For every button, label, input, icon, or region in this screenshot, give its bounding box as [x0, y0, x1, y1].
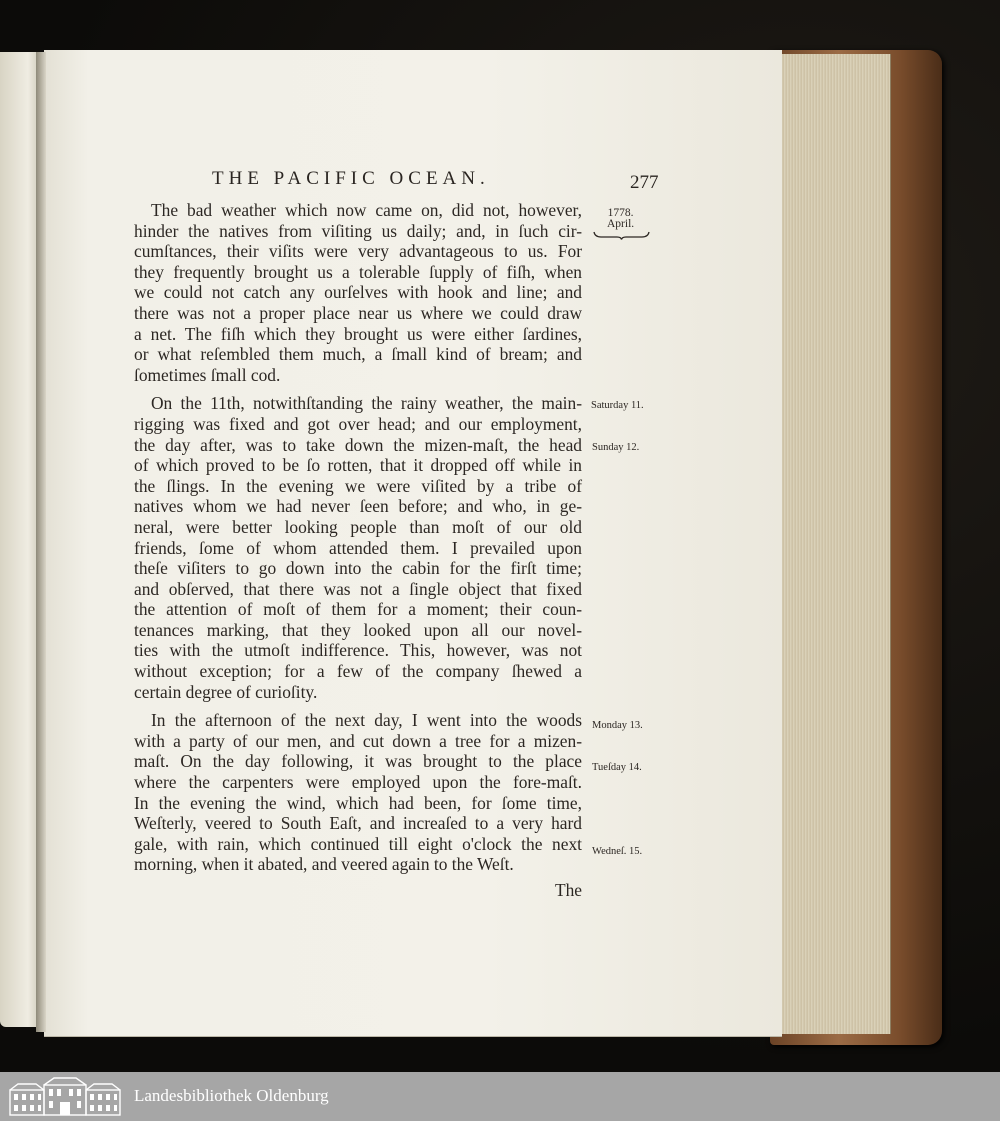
margin-year: 1778.: [607, 207, 634, 219]
margin-date-tuesday: Tueſday 14.: [592, 762, 642, 773]
page-edges: [778, 54, 891, 1034]
text-line: the attention of moſt of them for a moment; their coun-: [134, 599, 582, 620]
body-text: [134, 200, 582, 901]
catchword: The: [554, 880, 582, 900]
text-line: and obſerved, that there was not a ſingle object that fixed: [134, 578, 582, 599]
library-footer: [0, 1072, 1000, 1121]
text-line: or what reſembled them much, a ſmall kind of bream; and: [134, 344, 582, 365]
text-line: ſometimes ſmall cod.: [134, 364, 281, 385]
text-line: morning, when it abated, and veered again to the Weſt.: [134, 854, 514, 875]
margin-date-saturday: Saturday 11.: [591, 400, 644, 411]
margin-year-note: [607, 208, 634, 230]
text-line: cumſtances, their viſits were very advantageous to us. For: [134, 241, 582, 262]
page-number: 277: [630, 172, 659, 193]
margin-date-monday: Monday 13.: [592, 720, 643, 731]
text-line: theſe viſiters to go down into the cabin for the firſt time;: [134, 558, 582, 579]
margin-date-sunday: Sunday 12.: [592, 442, 640, 453]
library-name: Landesbibliothek Oldenburg: [134, 1086, 329, 1105]
text-line: of which proved to be ſo rotten, that it dropped off while in: [134, 455, 582, 476]
margin-month: April.: [607, 218, 635, 230]
text-line: we could not catch any ourſelves with hook and line; and: [134, 282, 582, 303]
text-line: a net. The fiſh which they brought us were either ſardines,: [134, 323, 582, 344]
text-line: On the 11th, notwithſtanding the rainy weather, the main-: [151, 393, 582, 414]
text-line: the ſlings. In the evening we were viſited by a tribe of: [134, 475, 582, 496]
text-line: neral, were better looking people than moſt of our old: [134, 516, 582, 537]
text-line: rigging was fixed and got over head; and our employment,: [134, 413, 582, 434]
brace-icon: [593, 230, 650, 240]
text-line: hinder the natives from viſiting us daily; and, in ſuch cir-: [134, 220, 582, 241]
text-line: gale, with rain, which continued till eight o'clock the next: [134, 833, 582, 854]
paragraph: [134, 200, 582, 385]
book-gutter: [36, 52, 46, 1032]
text-line: where the carpenters were employed upon the fore-maſt.: [134, 772, 582, 793]
text-line: friends, ſome of whom attended them. I prevailed upon: [134, 537, 582, 558]
running-head: THE PACIFIC OCEAN.: [212, 168, 490, 189]
text-line: without exception; for a few of the company ſhewed a: [134, 661, 582, 682]
text-line: Weſterly, veered to South Eaſt, and increaſed to a very hard: [134, 813, 582, 834]
text-line: they frequently brought us a tolerable ſupply of fiſh, when: [134, 261, 582, 282]
left-page-edge: [0, 52, 40, 1027]
text-line: maſt. On the day following, it was brought to the place: [134, 751, 582, 772]
text-line: In the afternoon of the next day, I went into the woods: [151, 710, 582, 731]
text-line: The bad weather which now came on, did not, however,: [151, 200, 582, 220]
text-line: In the evening the wind, which had been, for ſome time,: [134, 792, 582, 813]
text-line: there was not a proper place near us where we could draw: [134, 302, 582, 323]
text-line: natives whom we had never ſeen before; and who, in ge-: [134, 496, 582, 517]
text-line: tenances marking, that they looked upon all our novel-: [134, 619, 582, 640]
margin-date-wednesday: Wedneſ. 15.: [592, 846, 643, 857]
library-building-icon: [8, 1076, 122, 1117]
paragraph: [134, 710, 582, 875]
text-line: ties with the utmoſt indifference. This, however, was not: [134, 640, 582, 661]
text-line: certain degree of curioſity.: [134, 681, 318, 702]
text-line: with a party of our men, and cut down a tree for a mizen-: [134, 730, 582, 751]
paragraph: [134, 393, 582, 702]
text-line: the day after, was to take down the mizen-maſt, the head: [134, 434, 582, 455]
